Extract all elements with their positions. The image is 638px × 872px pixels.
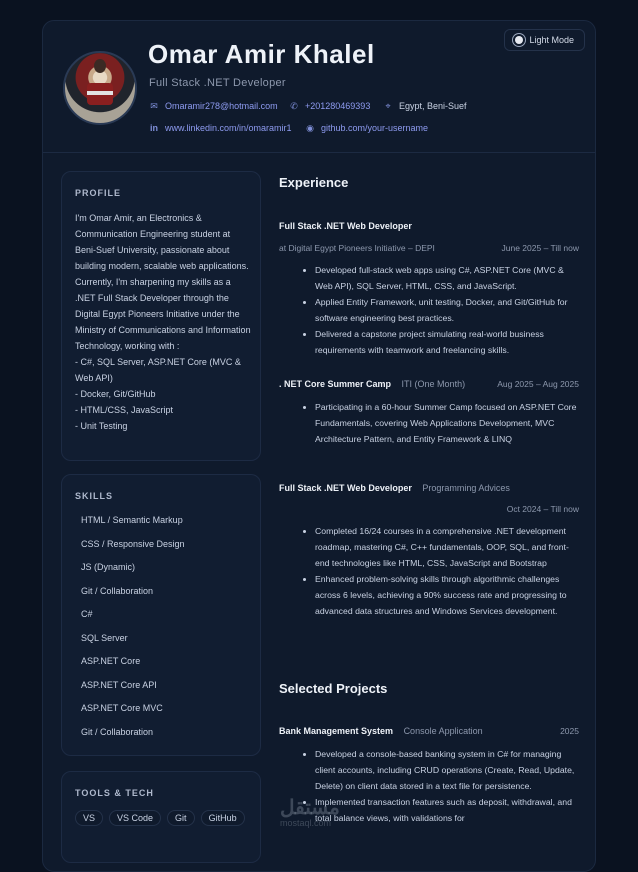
project-bullet: • Developed a console-based banking system in C# for managing client accounts, including CRUD operations (Create, Read, Update, Delete) on client data stored in a text file for persistence. [315, 746, 583, 794]
skill-item: JS (Dynamic) [81, 562, 136, 572]
profile-paragraph: - C#, SQL Server, ASP.NET Core (MVC & Web API) [75, 357, 241, 383]
skill-item: ASP.NET Core API [81, 679, 157, 690]
linkedin-icon: in [150, 123, 158, 133]
skill-item: Git / Collaboration [81, 726, 154, 737]
github-link[interactable]: github.com/your-username [321, 123, 429, 133]
project-bullets [301, 746, 583, 826]
location-pin-icon: ⌖ [385, 100, 391, 111]
skill-item: ASP.NET Core MVC [81, 703, 163, 713]
tools-chips [75, 810, 245, 826]
phone-link[interactable]: +201280469393 [305, 101, 371, 111]
phone-contact[interactable] [289, 101, 370, 111]
project-year: 2025 [560, 726, 579, 736]
sun-icon [515, 36, 523, 44]
profile-text [75, 210, 251, 434]
linkedin-contact[interactable] [149, 123, 292, 133]
skill-item: CSS / Responsive Design [81, 538, 185, 549]
job-bullet: • Delivered a capstone project simulating real-world business requirements with teamwork and freelancing skills. [315, 326, 583, 358]
job-date: June 2025 – Till now [501, 243, 579, 253]
job-bullet: • Completed 16/24 courses in a comprehensive .NET development roadmap, mastering C#, C++ fundamentals, OOP, SQL, and front-end technologies like HTML, CSS, JavaScript and Bootstrap [315, 523, 583, 571]
skill-item: ASP.NET Core [81, 656, 141, 666]
phone-icon: ✆ [290, 100, 298, 111]
skills-section [61, 474, 261, 756]
linkedin-link[interactable]: www.linkedin.com/in/omaramir1 [165, 123, 292, 133]
tools-title: TOOLS & TECH [75, 788, 154, 798]
project-type: Console Application [403, 726, 483, 736]
profile-paragraph: I'm Omar Amir, an Electronics & Communication Engineering student at Beni-Suef University, passionate about building modern, scalable web applications. [75, 213, 249, 271]
job-bullet: • Enhanced problem-solving skills through algorithmic challenges across 6 levels, achieving a 90% success rate and progressing to advanced data structures and Windows Services development. [315, 571, 583, 619]
resume-header [43, 21, 595, 153]
job-title: Full Stack .NET Web Developer [279, 221, 412, 231]
job-bullet: • Developed full-stack web apps using C#, ASP.NET Core (MVC & Web API), SQL Server, HTML, CSS, and JavaScript. [315, 262, 583, 294]
job-title [279, 379, 465, 389]
job-bullets [301, 523, 583, 619]
tool-chip: GitHub [201, 810, 245, 826]
tools-section [61, 771, 261, 863]
job-org: ITI (One Month) [401, 379, 466, 389]
project-bullet: • Implemented transaction features such as deposit, withdrawal, and total balance views, with validations for [315, 794, 583, 826]
person-name: Omar Amir Khalel [148, 39, 375, 69]
experience-title: Experience [279, 175, 349, 190]
profile-paragraph: - Docker, Git/GitHub [75, 389, 156, 399]
email-contact[interactable] [149, 101, 278, 111]
github-icon: ◉ [306, 122, 314, 133]
person-role: Full Stack .NET Developer [149, 77, 286, 89]
resume-card [42, 20, 596, 872]
job-bullet: • Applied Entity Framework, unit testing, Docker, and Git/GitHub for software engineering best practices. [315, 294, 583, 326]
location-contact [383, 101, 467, 111]
project-title-text: Bank Management System [279, 726, 394, 736]
avatar [63, 51, 137, 125]
watermark-url: mostaql.com [280, 818, 332, 828]
skill-item: HTML / Semantic Markup [81, 515, 183, 525]
job-org: Programming Advices [422, 483, 510, 493]
tool-chip: Git [167, 810, 195, 826]
projects-title: Selected Projects [279, 681, 388, 696]
location-text: Egypt, Beni-Suef [399, 101, 467, 111]
profile-paragraph: - Unit Testing [75, 421, 128, 431]
job-date: Aug 2025 – Aug 2025 [497, 379, 579, 389]
job-bullet: • Participating in a 60-hour Summer Camp focused on ASP.NET Core Fundamentals, covering Web Applications Development, MVC Architecture Pattern, and Entity Framework & LINQ [315, 399, 583, 447]
profile-title: PROFILE [75, 188, 122, 198]
job-title-text: Full Stack .NET Web Developer [279, 483, 412, 493]
theme-toggle-label: Light Mode [529, 35, 574, 45]
job-date: Oct 2024 – Till now [506, 504, 579, 514]
watermark-logo: مستقل [280, 797, 340, 819]
job-bullets [301, 262, 583, 358]
github-contact[interactable] [305, 123, 428, 133]
email-link[interactable]: Omaramir278@hotmail.com [165, 101, 278, 111]
tool-chip: VS [75, 810, 103, 826]
skill-item: Git / Collaboration [81, 585, 154, 596]
skill-item: C# [81, 609, 93, 619]
project-title [279, 726, 483, 736]
skills-title: SKILLS [75, 491, 114, 501]
job-org: at Digital Egypt Pioneers Initiative – DEPI [279, 243, 435, 253]
tool-chip: VS Code [109, 810, 161, 826]
skills-list [81, 513, 185, 748]
job-title [279, 483, 510, 493]
job-bullets [301, 399, 583, 447]
profile-section [61, 171, 261, 461]
profile-paragraph: Currently, I'm sharpening my skills as a .NET Full Stack Developer through the Digital Egypt Pioneers Initiative under the Ministry of Communications and Information Technology, working with : [75, 277, 251, 351]
mail-icon: ✉ [150, 100, 158, 111]
skill-item: SQL Server [81, 632, 128, 643]
job-title-text: . NET Core Summer Camp [279, 379, 392, 389]
theme-toggle-button[interactable] [504, 29, 585, 51]
profile-paragraph: - HTML/CSS, JavaScript [75, 405, 174, 415]
